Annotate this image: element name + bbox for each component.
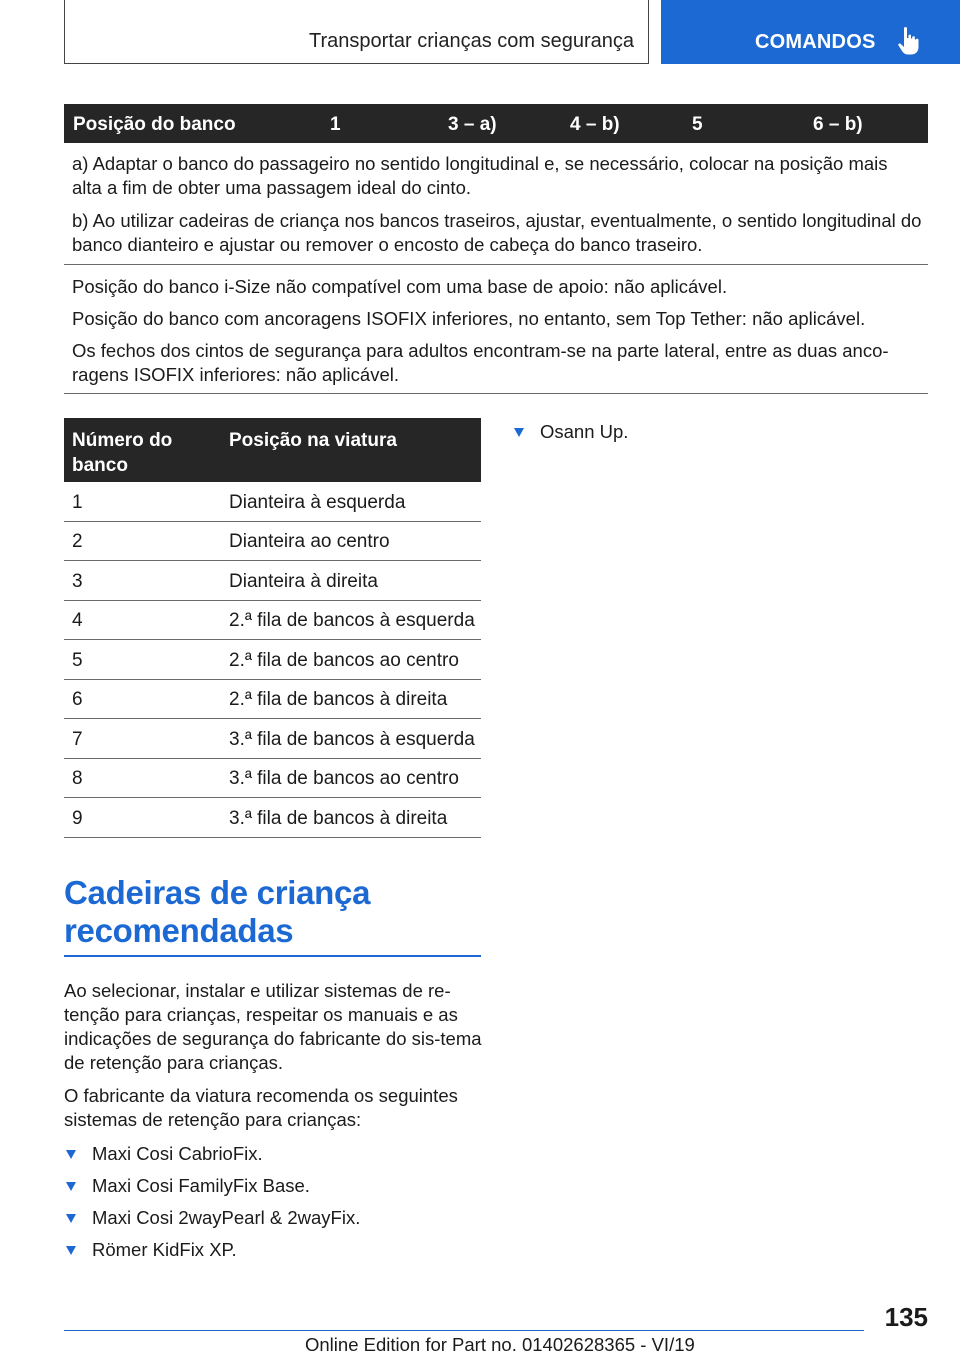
heading-underline (64, 955, 481, 957)
seat-position: Dianteira ao centro (229, 531, 390, 552)
list-item-text: Maxi Cosi 2wayPearl & 2wayFix. (92, 1207, 361, 1228)
seat-number: 3 (72, 571, 83, 592)
footnote-b: b) Ao utilizar cadeiras de criança nos bancos traseiros, ajustar, eventualmente, o sentido longitudinal do banco dianteiro e ajustar ou remover o encosto de cabeça do banco traseiro. (72, 210, 922, 255)
footnote-a: a) Adaptar o banco do passageiro no sentido longitudinal e, se necessário, colocar na posição mais alta a fim de obter uma passagem ideal do cinto. (72, 153, 888, 198)
list-item (66, 1142, 263, 1166)
triangle-bullet-icon (66, 1150, 76, 1159)
header-cell: Número do banco (72, 430, 173, 476)
paragraph: O fabricante da viatura recomenda os seguintes sistemas de retenção para crianças: (64, 1085, 458, 1130)
seat-number: 7 (72, 729, 83, 750)
table-row (64, 640, 481, 680)
table-row (64, 561, 481, 601)
seat-number: 5 (72, 650, 83, 671)
edition-footer: Online Edition for Part no. 01402628365 - VI/19 (305, 1334, 695, 1355)
list-item-text: Osann Up. (540, 421, 629, 442)
list-item-text: Maxi Cosi FamilyFix Base. (92, 1175, 310, 1196)
seat-number-table-header (64, 418, 481, 482)
seat-number: 8 (72, 768, 83, 789)
header-section-box (64, 0, 649, 64)
table-row (64, 798, 481, 838)
seat-number: 9 (72, 808, 83, 829)
section-heading-line: recomendadas (64, 912, 294, 949)
section-title: Transportar crianças com segurança (309, 30, 634, 52)
page-number: 135 (884, 1302, 928, 1332)
seat-position: 2.ª fila de bancos à esquerda (229, 610, 475, 631)
seat-position: 3.ª fila de bancos à esquerda (229, 729, 475, 750)
triangle-bullet-icon (66, 1182, 76, 1191)
note-belt-buckles: Os fechos dos cintos de segurança para adultos encontram-se na parte lateral, entre as duas anco-ragens ISOFIX inferiores: não aplicável. (72, 340, 889, 385)
note-isofix: Posição do banco com ancoragens ISOFIX inferiores, no entanto, sem Top Tether: não aplicável. (72, 308, 866, 329)
table-row (64, 719, 481, 759)
footer-divider (64, 1330, 864, 1331)
seat-number: 2 (72, 531, 83, 552)
list-item-text: Maxi Cosi CabrioFix. (92, 1143, 263, 1164)
note-isize: Posição do banco i-Size não compatível com uma base de apoio: não aplicável. (72, 276, 728, 297)
list-item (66, 1206, 360, 1230)
triangle-bullet-icon (66, 1246, 76, 1255)
table-row (64, 521, 481, 561)
header-cell: Posição do banco (73, 114, 236, 135)
triangle-bullet-icon (66, 1214, 76, 1223)
header-cell: 1 (330, 114, 341, 135)
header-cell: 3 – a) (448, 114, 497, 135)
table-row (64, 600, 481, 640)
seat-number: 6 (72, 689, 83, 710)
seat-number: 1 (72, 492, 83, 513)
table-row (64, 758, 481, 798)
triangle-bullet-icon (514, 428, 524, 437)
section-heading-line: Cadeiras de criança (64, 874, 371, 911)
table-row (64, 679, 481, 719)
header-cell: 5 (692, 114, 703, 135)
table-row (64, 482, 481, 522)
paragraph: Ao selecionar, instalar e utilizar sistemas de re-tenção para crianças, respeitar os manuais e as indicações de segurança do fabricante do sis-tema de retenção para crianças. (64, 980, 482, 1073)
section-heading (64, 874, 370, 950)
header-cell: Posição na viatura (229, 430, 397, 451)
chapter-label: COMANDOS (755, 31, 876, 53)
header-chapter-tab[interactable] (661, 0, 960, 64)
list-item (66, 1174, 310, 1198)
header-cell: 6 – b) (813, 114, 863, 135)
pointing-hand-icon (897, 26, 921, 56)
divider (64, 264, 928, 265)
list-item (66, 1238, 237, 1262)
seat-position: Dianteira à esquerda (229, 492, 406, 513)
divider (64, 393, 928, 394)
seat-position: 3.ª fila de bancos ao centro (229, 768, 459, 789)
seat-position: 2.ª fila de bancos à direita (229, 689, 448, 710)
list-item-text: Römer KidFix XP. (92, 1239, 237, 1260)
seat-position: Dianteira à direita (229, 571, 378, 592)
seat-position: 3.ª fila de bancos à direita (229, 808, 448, 829)
header-cell: 4 – b) (570, 114, 620, 135)
seat-number: 4 (72, 610, 83, 631)
seat-position: 2.ª fila de bancos ao centro (229, 650, 459, 671)
seat-position-table-header (64, 104, 928, 143)
list-item (514, 420, 628, 444)
